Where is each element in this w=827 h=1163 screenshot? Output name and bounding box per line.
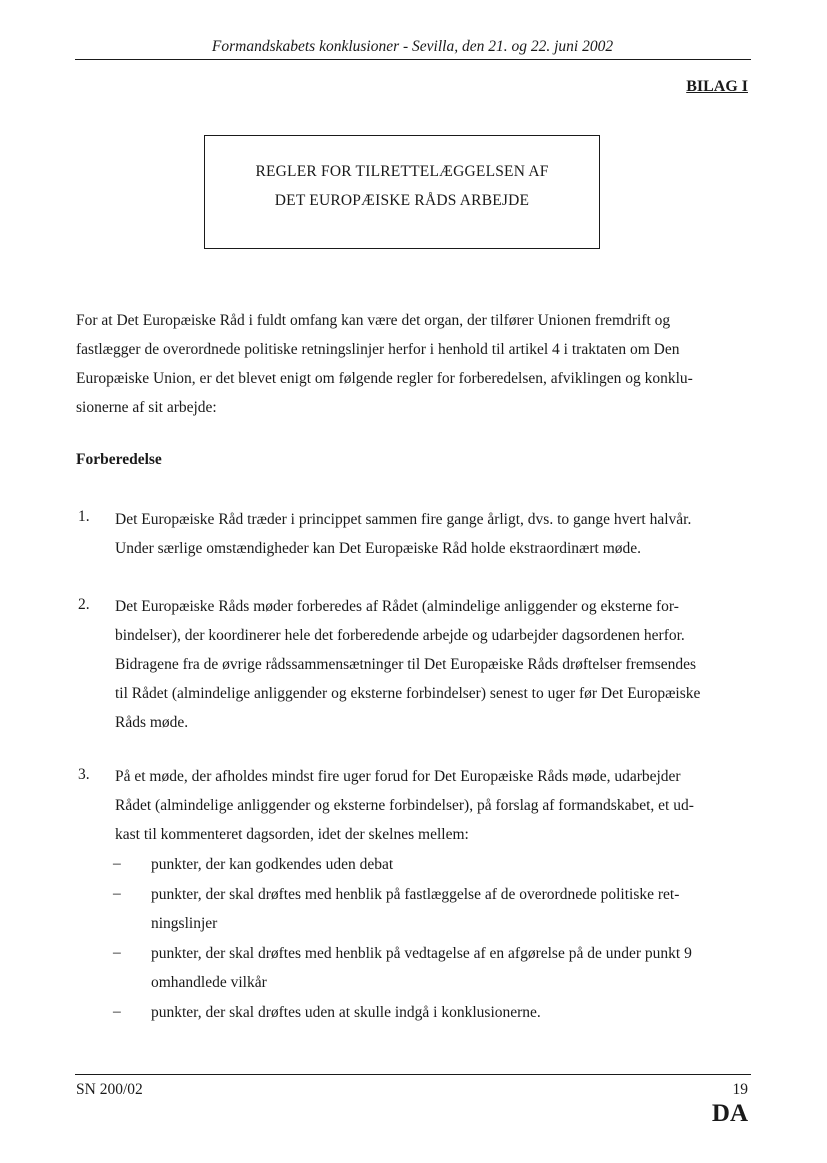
document-title-box [204, 135, 600, 249]
bullet-line: omhandlede vilkår [151, 974, 267, 991]
intro-paragraph [76, 306, 752, 422]
intro-line: Europæiske Union, er det blevet enigt om følgende regler for forberedelsen, afviklingen og konklu- [76, 370, 693, 387]
item-line: bindelser), der koordinerer hele det forberedende arbejde og udarbejder dagsordenen herfor. [115, 627, 685, 644]
bullet-line: punkter, der kan godkendes uden debat [151, 856, 394, 873]
language-code: DA [711, 1100, 748, 1127]
item-line: til Rådet (almindelige anliggender og eksterne forbindelser) senest to uger før Det Europæiske [115, 685, 701, 702]
bullet-line: punkter, der skal drøftes med henblik på vedtagelse af en afgørelse på de under punkt 9 [151, 945, 692, 962]
item-body [115, 762, 752, 849]
bullet-dash: – [113, 855, 121, 872]
item-line: Bidragene fra de øvrige rådssammensætninger til Det Europæiske Råds drøftelser fremsendes [115, 656, 697, 673]
document-title-line-2: DET EUROPÆISKE RÅDS ARBEJDE [274, 192, 530, 209]
bullet-line: punkter, der skal drøftes med henblik på fastlæggelse af de overordnede politiske ret- [151, 886, 680, 903]
header-rule [75, 59, 751, 60]
item-number: 1. [78, 508, 90, 525]
item-number: 2. [78, 596, 90, 613]
intro-line: fastlægger de overordnede politiske retningslinjer herfor i henhold til artikel 4 i traktaten om Den [76, 341, 680, 358]
item-line: Under særlige omstændigheder kan Det Europæiske Råd holde ekstraordinært møde. [115, 540, 642, 557]
item-line: Det Europæiske Råd træder i princippet sammen fire gange årligt, dvs. to gange hvert halvår. [115, 511, 692, 528]
item-body [115, 505, 752, 563]
bullet-dash: – [113, 1003, 121, 1020]
section-heading: Forberedelse [76, 451, 162, 468]
page-header-title: Formandskabets konklusioner - Sevilla, den 21. og 22. juni 2002 [211, 38, 614, 55]
document-code: SN 200/02 [76, 1081, 143, 1098]
intro-line: sionerne af sit arbejde: [76, 399, 217, 416]
bullet-dash: – [113, 944, 121, 961]
item-number: 3. [78, 766, 90, 783]
intro-line: For at Det Europæiske Råd i fuldt omfang kan være det organ, der tilfører Unionen fremdrift og [76, 312, 671, 329]
item-line: Rådet (almindelige anliggender og eksterne forbindelser), på forslag af formandskabet, et ud- [115, 797, 694, 814]
item-line: Råds møde. [115, 714, 189, 731]
bullet-item [151, 998, 752, 1027]
item-body [115, 592, 752, 737]
item-line: Det Europæiske Råds møder forberedes af Rådet (almindelige anliggender og eksterne for- [115, 598, 679, 615]
page-number: 19 [732, 1081, 748, 1098]
bullet-line: ningslinjer [151, 915, 218, 932]
bullet-dash: – [113, 885, 121, 902]
document-title-line-1: REGLER FOR TILRETTELÆGGELSEN AF [255, 163, 549, 180]
annex-label: BILAG I [686, 78, 748, 95]
footer-rule [75, 1074, 751, 1075]
item-line: kast til kommenteret dagsorden, idet der skelnes mellem: [115, 826, 469, 843]
bullet-item [151, 939, 752, 997]
bullet-line: punkter, der skal drøftes uden at skulle indgå i konklusionerne. [151, 1004, 541, 1021]
bullet-item [151, 880, 752, 938]
bullet-item [151, 850, 752, 879]
item-line: På et møde, der afholdes mindst fire uger forud for Det Europæiske Råds møde, udarbejder [115, 768, 681, 785]
